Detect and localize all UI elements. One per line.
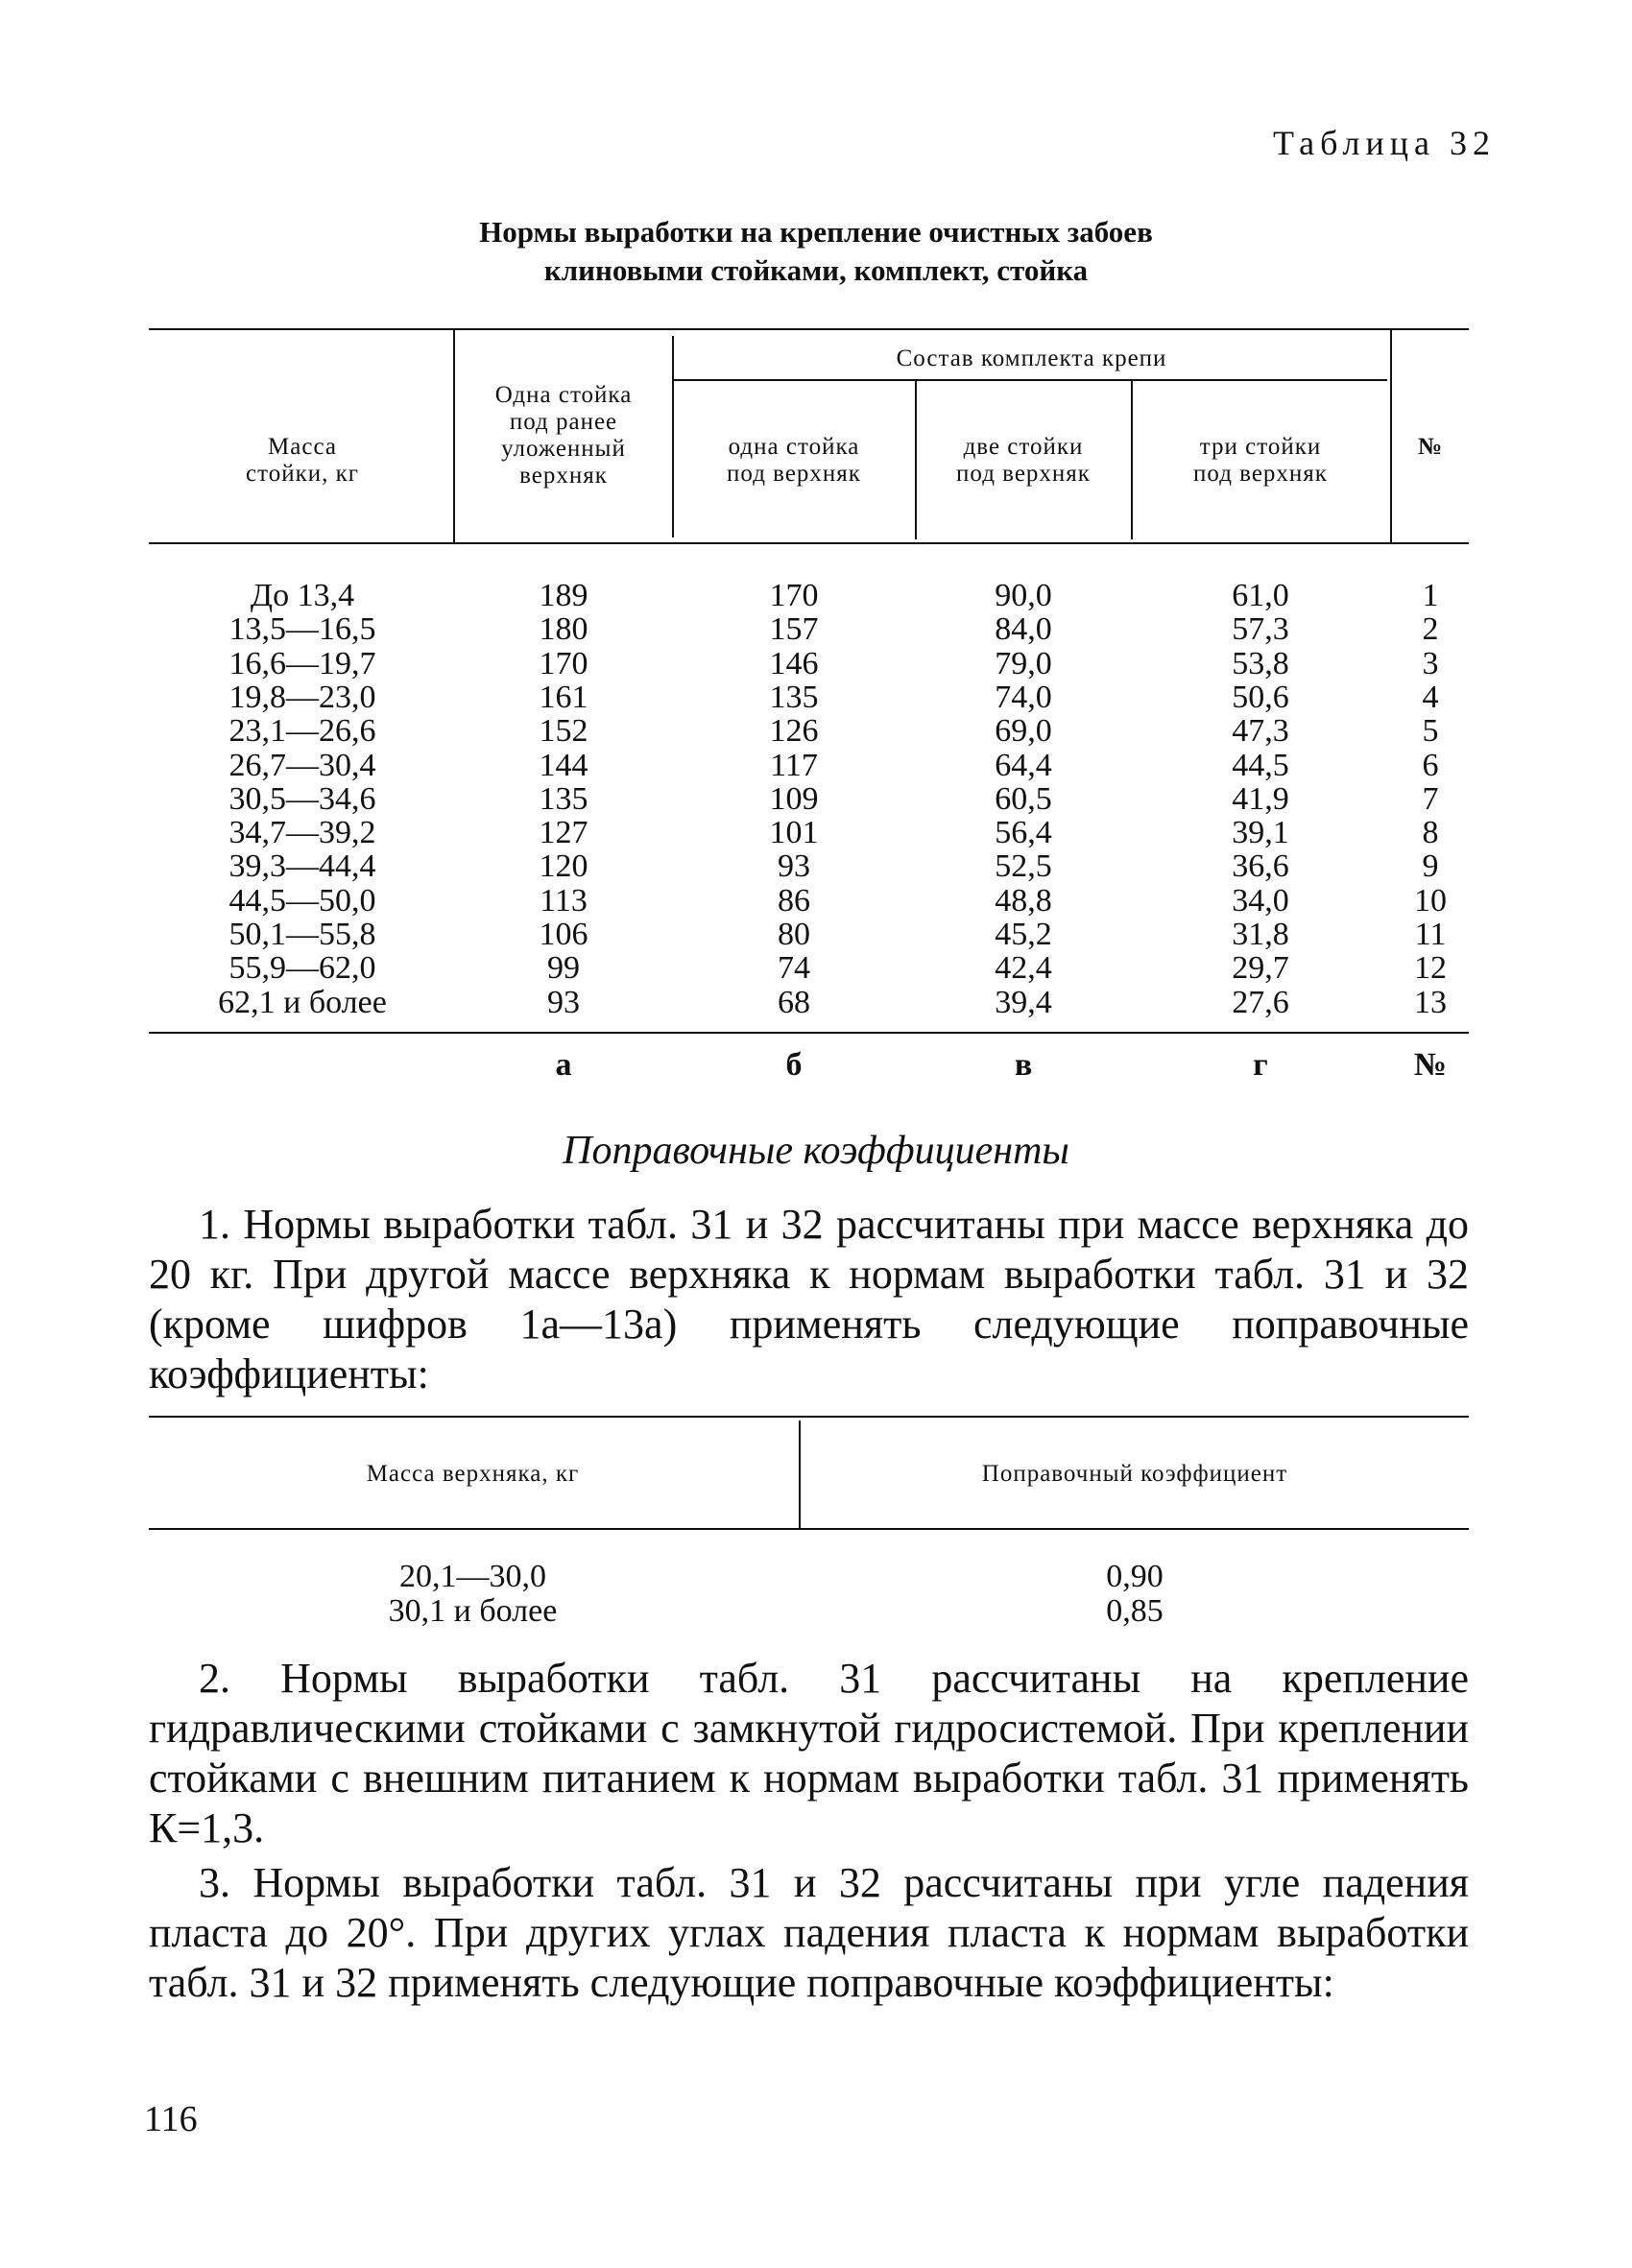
table-cell-mass: 19,8—23,0 bbox=[228, 680, 376, 715]
table-cell-no: 13 bbox=[1414, 985, 1447, 1020]
table-cell-b: 117 bbox=[770, 748, 818, 783]
coef-row-1-value: 0,90 bbox=[1106, 1559, 1164, 1594]
paragraph-3: 3. Нормы выработки табл. 31 и 32 рассчитаны при угле падения пласта до 20°. При других углах падения пласта к нормам выработки табл. 31 и 32 применять следующие поправочные коэффициенты: bbox=[149, 1859, 1469, 2006]
paragraph-2: 2. Нормы выработки табл. 31 рассчитаны на крепление гидравлическими стойками с замкнутой гидросистемой. При креплении стойками с внешним питанием к нормам выработки табл. 31 применять К=1,3. bbox=[149, 1655, 1469, 1851]
table-label: Таблица 32 bbox=[1273, 124, 1496, 162]
table-cell-a: 120 bbox=[539, 848, 588, 884]
table-cell-no: 10 bbox=[1414, 883, 1447, 919]
paragraph-1: 1. Нормы выработки табл. 31 и 32 рассчитаны при массе верхняка до 20 кг. При другой массе верхняка к нормам выработки табл. 31 и 32 (кроме шифров 1а—13а) применять следующие поправочные коэффициенты: bbox=[149, 1201, 1469, 1397]
table-cell-a: 170 bbox=[539, 646, 588, 681]
table-cell-a: 135 bbox=[539, 781, 588, 817]
table-cell-b: 126 bbox=[769, 713, 819, 749]
coef-top-rule bbox=[149, 1416, 1469, 1418]
footer-letter-g: г bbox=[1253, 1047, 1268, 1083]
table-cell-a: 106 bbox=[539, 917, 588, 952]
table-cell-g: 44,5 bbox=[1232, 748, 1289, 783]
table-cell-b: 101 bbox=[769, 815, 819, 850]
table-cell-mass: 16,6—19,7 bbox=[228, 646, 376, 681]
header-col-v: две стойки под верхняк bbox=[956, 434, 1091, 487]
table-cell-no: 1 bbox=[1422, 578, 1439, 613]
header-group: Состав комплекта крепи bbox=[896, 346, 1167, 371]
table-cell-mass: 62,1 и более bbox=[218, 985, 387, 1020]
table-cell-b: 68 bbox=[778, 985, 810, 1020]
table-cell-no: 5 bbox=[1422, 713, 1439, 749]
table-cell-mass: 13,5—16,5 bbox=[228, 611, 376, 647]
table-cell-no: 8 bbox=[1422, 815, 1439, 850]
table-cell-b: 146 bbox=[769, 646, 819, 681]
table-cell-v: 64,4 bbox=[995, 748, 1052, 783]
table-cell-mass: 44,5—50,0 bbox=[228, 883, 376, 919]
page-number: 116 bbox=[144, 2099, 198, 2139]
table-cell-v: 90,0 bbox=[995, 578, 1052, 613]
table-cell-no: 3 bbox=[1422, 646, 1439, 681]
table-cell-g: 41,9 bbox=[1232, 781, 1289, 817]
table-title bbox=[0, 213, 1632, 290]
table-cell-no: 7 bbox=[1422, 781, 1439, 817]
table-cell-g: 31,8 bbox=[1232, 917, 1289, 952]
table-cell-g: 39,1 bbox=[1232, 815, 1289, 850]
table-cell-g: 34,0 bbox=[1232, 883, 1289, 919]
table-cell-b: 157 bbox=[769, 611, 819, 647]
table-cell-v: 60,5 bbox=[995, 781, 1052, 817]
coef-row-2-mass: 30,1 и более bbox=[388, 1593, 558, 1629]
footer-number: № bbox=[1413, 1047, 1448, 1083]
table-top-rule bbox=[149, 328, 1469, 330]
table-cell-a: 144 bbox=[539, 748, 588, 783]
table-cell-mass: 50,1—55,8 bbox=[228, 917, 376, 952]
title-line-1: Нормы выработки на крепление очистных забоев bbox=[479, 215, 1153, 249]
table-cell-v: 56,4 bbox=[995, 815, 1052, 850]
table-cell-v: 48,8 bbox=[995, 883, 1052, 919]
header-mass: Масса стойки, кг bbox=[246, 434, 359, 487]
table-cell-v: 52,5 bbox=[995, 848, 1052, 884]
table-cell-a: 99 bbox=[547, 950, 580, 986]
table-cell-mass: 26,7—30,4 bbox=[228, 748, 376, 783]
header-number: № bbox=[1417, 434, 1444, 460]
table-cell-a: 180 bbox=[539, 611, 588, 647]
footer-letter-b: б bbox=[785, 1047, 803, 1083]
table-cell-g: 29,7 bbox=[1232, 950, 1289, 986]
header-col-g: три стойки под верхняк bbox=[1193, 434, 1328, 487]
coef-header-coefficient: Поправочный коэффициент bbox=[981, 1461, 1288, 1487]
table-cell-mass: 23,1—26,6 bbox=[228, 713, 376, 749]
table-cell-a: 161 bbox=[539, 680, 588, 715]
table-cell-v: 42,4 bbox=[995, 950, 1052, 986]
table-cell-a: 152 bbox=[539, 713, 588, 749]
table-cell-b: 135 bbox=[769, 680, 819, 715]
group-header-rule bbox=[672, 379, 1387, 381]
table-cell-g: 57,3 bbox=[1232, 611, 1289, 647]
table-cell-mass: 30,5—34,6 bbox=[228, 781, 376, 817]
table-cell-no: 11 bbox=[1414, 917, 1447, 952]
table-cell-b: 74 bbox=[778, 950, 810, 986]
table-cell-no: 4 bbox=[1422, 680, 1439, 715]
table-cell-b: 80 bbox=[778, 917, 810, 952]
table-cell-v: 74,0 bbox=[995, 680, 1052, 715]
table-cell-no: 6 bbox=[1422, 748, 1439, 783]
coef-header-rule bbox=[149, 1528, 1469, 1530]
coef-row-2-value: 0,85 bbox=[1106, 1593, 1164, 1629]
table-cell-g: 36,6 bbox=[1232, 848, 1289, 884]
table-cell-mass: 39,3—44,4 bbox=[228, 848, 376, 884]
table-cell-b: 109 bbox=[769, 781, 819, 817]
table-cell-g: 53,8 bbox=[1232, 646, 1289, 681]
table-cell-a: 127 bbox=[539, 815, 588, 850]
table-cell-g: 50,6 bbox=[1232, 680, 1289, 715]
coef-row-1-mass: 20,1—30,0 bbox=[399, 1559, 546, 1594]
table-cell-v: 45,2 bbox=[995, 917, 1052, 952]
footer-letter-v: в bbox=[1014, 1047, 1033, 1083]
body-bottom-rule bbox=[149, 1032, 1469, 1034]
header-bottom-rule bbox=[149, 542, 1469, 544]
table-cell-g: 27,6 bbox=[1232, 985, 1289, 1020]
footer-letter-a: а bbox=[555, 1047, 572, 1083]
table-cell-g: 47,3 bbox=[1232, 713, 1289, 749]
coef-header-mass: Масса верхняка, кг bbox=[366, 1461, 580, 1487]
table-cell-mass: До 13,4 bbox=[250, 578, 355, 613]
table-cell-no: 9 bbox=[1422, 848, 1439, 884]
header-col-b: одна стойка под верхняк bbox=[727, 434, 861, 487]
table-cell-a: 93 bbox=[547, 985, 580, 1020]
corrections-title: Поправочные коэффициенты bbox=[563, 1129, 1069, 1173]
table-cell-no: 12 bbox=[1414, 950, 1447, 986]
table-cell-a: 189 bbox=[539, 578, 588, 613]
table-cell-b: 170 bbox=[769, 578, 819, 613]
table-cell-g: 61,0 bbox=[1232, 578, 1289, 613]
table-cell-v: 79,0 bbox=[995, 646, 1052, 681]
title-line-2: клиновыми стойками, комплект, стойка bbox=[543, 253, 1089, 287]
table-cell-no: 2 bbox=[1422, 611, 1439, 647]
table-cell-v: 69,0 bbox=[995, 713, 1052, 749]
table-cell-b: 86 bbox=[778, 883, 810, 919]
table-cell-v: 39,4 bbox=[995, 985, 1052, 1020]
header-single-stand: Одна стойка под ранее уложенный верхняк bbox=[494, 382, 633, 489]
table-cell-a: 113 bbox=[540, 883, 588, 919]
table-cell-v: 84,0 bbox=[995, 611, 1052, 647]
table-cell-b: 93 bbox=[778, 848, 810, 884]
table-cell-mass: 55,9—62,0 bbox=[228, 950, 376, 986]
table-cell-mass: 34,7—39,2 bbox=[228, 815, 376, 850]
